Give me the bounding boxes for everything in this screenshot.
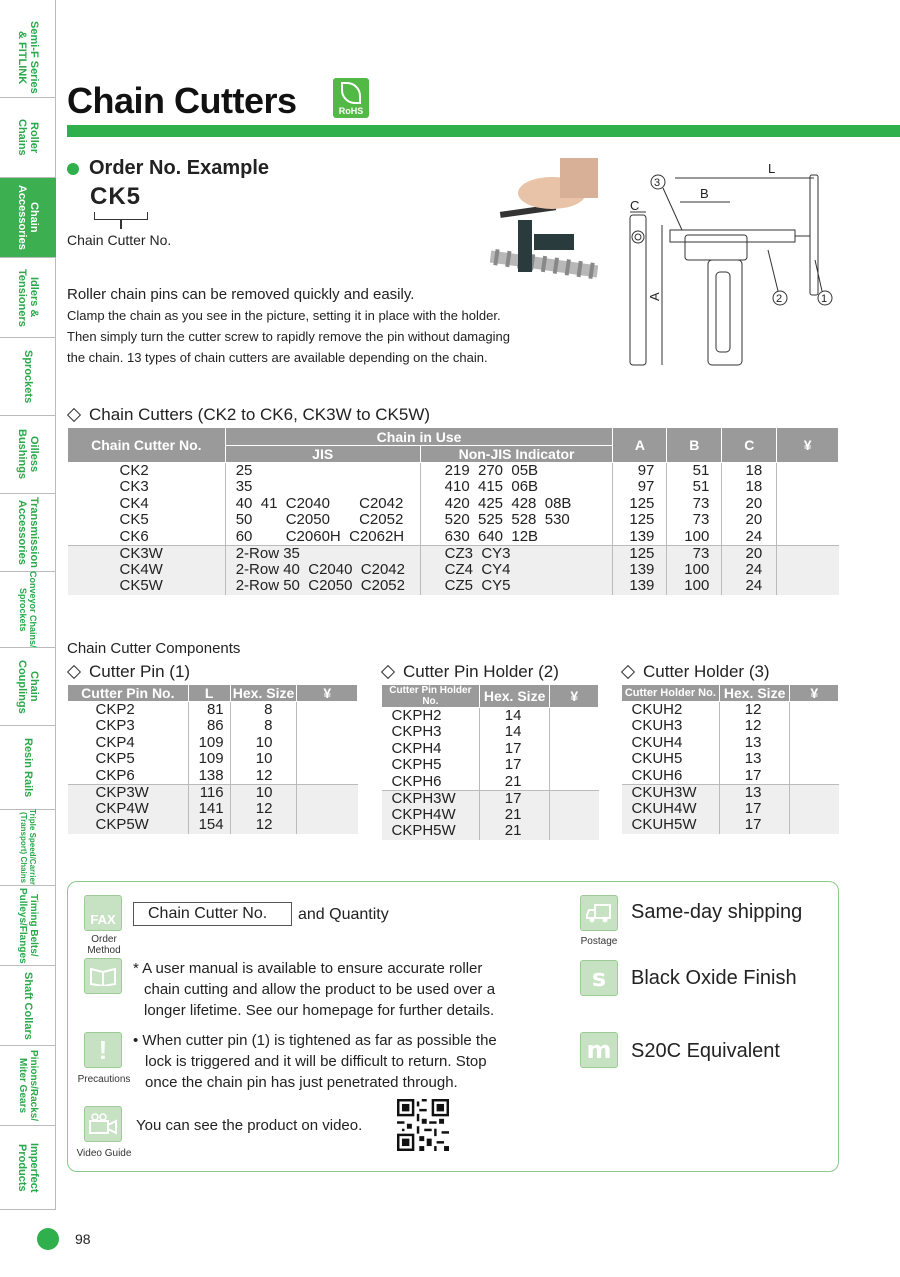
sidebar-item-resin-rails[interactable]: Resin Rails: [0, 726, 56, 810]
svg-text:2: 2: [776, 293, 783, 305]
table-row: CKPH5 17: [382, 757, 599, 774]
manual-note: * A user manual is available to ensure accurate roller chain cutting and allow the product to be used over a longer lifetime. See our homepage for further details.: [133, 960, 496, 1019]
cutter-pin-table: Cutter Pin No. L Hex. Size ¥ CKP2 81 8 CKP3 86 8 CKP4 109 10 CKP5 109 10 CKP6 138 12 CKP3W 116 10 CKP4W 141 12 CKP5W 154 12: [67, 684, 358, 834]
table-row: CKP3 86 8: [68, 718, 358, 735]
finish-badge: s: [580, 960, 618, 996]
components-label: Chain Cutter Components: [67, 640, 241, 657]
product-photo: [490, 158, 598, 298]
finish-text: Black Oxide Finish: [631, 967, 797, 989]
table-row: CK4W 2-Row 40 C2040 C2042 CZ4 CY4 139 100 24: [68, 562, 839, 579]
table-row: CK3W 2-Row 35 CZ3 CY3 125 73 20: [68, 545, 839, 562]
diamond-icon: [67, 408, 81, 422]
table-row: CKP3W 116 10: [68, 784, 358, 801]
cutter-holder-table: Cutter Holder No. Hex. Size ¥ CKUH2 12 CKUH3 12 CKUH4 13 CKUH5 13 CKUH6 17 CKUH3W 13 CKUH4W 17 CKUH5W 17: [621, 684, 839, 834]
cutter-holder-title: Cutter Holder (3): [621, 662, 770, 682]
label-B: B: [700, 186, 709, 201]
table-row: CKUH2 12: [622, 702, 839, 719]
table-row: CKUH4 13: [622, 735, 839, 752]
page-number-dot: [37, 1228, 59, 1250]
precautions-note: • When cutter pin (1) is tightened as far as possible the lock is triggered and it will be difficult to return. Stop once the chain pin has just penetrated through.: [133, 1032, 497, 1091]
table-row: CKP4W 141 12: [68, 801, 358, 818]
table-row: CK5W 2-Row 50 C2050 C2052 CZ5 CY5 139 100 24: [68, 578, 839, 595]
truck-icon: [580, 895, 618, 931]
order-example-heading: Order No. Example: [67, 157, 269, 180]
table-row: CKPH5W 21: [382, 823, 599, 840]
table-row: CK2 25 219 270 05B 97 51 18: [68, 463, 839, 480]
sidebar-nav: [0, 0, 56, 1210]
sidebar-item-conveyor[interactable]: Conveyor Chains/ Sprockets: [0, 572, 56, 648]
precautions-caption: Precautions: [77, 1074, 131, 1085]
order-example-code: CK5: [90, 183, 142, 210]
col-b: B: [667, 428, 722, 463]
exclamation-icon: !: [84, 1032, 122, 1068]
sidebar-item-roller-chains[interactable]: Roller Chains: [0, 98, 56, 178]
video-caption: Video Guide: [76, 1148, 132, 1159]
table-row: CKPH3W 17: [382, 790, 599, 807]
table-row: CK4 40 41 C2040 C2042 420 425 428 08B 125 73 20: [68, 496, 839, 513]
header-divider: [67, 125, 900, 137]
table-row: CKUH5 13: [622, 751, 839, 768]
sidebar-item-shaft-collars[interactable]: Shaft Collars: [0, 966, 56, 1046]
page-title: Chain Cutters: [67, 80, 297, 121]
table-row: CK5 50 C2050 C2052 520 525 528 530 125 73 20: [68, 512, 839, 529]
product-description: Roller chain pins can be removed quickly and easily. Clamp the chain as you see in the picture, setting it in place with the holder. Then simply turn the cutter screw to rapidly remove the pin without damaging the chain. 13 types of chain cutters are available depending on the chain.: [67, 286, 510, 365]
table-row: CKUH3 12: [622, 718, 839, 735]
material-badge: m: [580, 1032, 618, 1068]
sidebar-item-sprockets[interactable]: Sprockets: [0, 338, 56, 416]
table-row: CKUH3W 13: [622, 784, 839, 801]
label-L: L: [768, 161, 776, 176]
table-row: CKP6 138 12: [68, 768, 358, 785]
cutter-pin-holder-table: Cutter Pin Holder No. Hex. Size ¥ CKPH2 14 CKPH3 14 CKPH4 17 CKPH5 17 CKPH6 21 CKPH3W 17 CKPH4W 21 CKPH5W 21: [381, 684, 599, 840]
col-chain-cutter-no: Chain Cutter No.: [68, 428, 226, 463]
page-number: 98: [75, 1231, 91, 1247]
sidebar-item-imperfect[interactable]: Imperfect Products: [0, 1126, 56, 1210]
sidebar-item-transmission[interactable]: Transmission Accessories: [0, 494, 56, 572]
bullet-dot: [67, 163, 79, 175]
order-box: Chain Cutter No.: [133, 902, 292, 926]
table-row: CKPH4 17: [382, 741, 599, 758]
sidebar-item-idlers[interactable]: Idlers & Tensioners: [0, 258, 56, 338]
svg-text:1: 1: [821, 293, 828, 305]
shipping-text: Same-day shipping: [631, 901, 803, 923]
sidebar-item-timing-belts[interactable]: Timing Belts/ Pulleys/Flanges: [0, 886, 56, 966]
fax-caption: Order Method: [87, 934, 121, 956]
sidebar-item-triple-speed[interactable]: Triple Speed/Carrier (Transport) Chains: [0, 810, 56, 886]
cutter-pin-holder-title: Cutter Pin Holder (2): [381, 662, 559, 682]
sidebar-item-oilless-bushings[interactable]: Oilless Bushings: [0, 416, 56, 494]
sidebar-item-chain-couplings[interactable]: Chain Couplings: [0, 648, 56, 726]
table-row: CKUH6 17: [622, 768, 839, 785]
rohs-badge: RoHS: [333, 78, 369, 118]
label-A: A: [647, 292, 662, 301]
table-row: CK6 60 C2060H C2062H 630 640 12B 139 100 24: [68, 529, 839, 546]
table-row: CKP4 109 10: [68, 735, 358, 752]
col-jis: JIS: [225, 446, 420, 463]
table-row: CK3 35 410 415 06B 97 51 18: [68, 479, 839, 496]
cutter-pin-title: Cutter Pin (1): [67, 662, 190, 682]
video-text: You can see the product on video.: [136, 1117, 363, 1134]
order-suffix: and Quantity: [298, 906, 389, 923]
col-a: A: [613, 428, 667, 463]
table-row: CKUH5W 17: [622, 817, 839, 834]
material-text: S20C Equivalent: [631, 1040, 780, 1062]
table-row: CKP5W 154 12: [68, 817, 358, 834]
col-nonjis: Non-JIS Indicator: [420, 446, 613, 463]
table-row: CKPH3 14: [382, 724, 599, 741]
brace-stem: [120, 219, 122, 229]
sidebar-item-semi-f[interactable]: Semi-F Series & FITLINK: [0, 18, 56, 98]
book-icon: [84, 958, 122, 994]
col-yen: ¥: [777, 428, 839, 463]
sidebar-item-chain-accessories[interactable]: Chain Accessories: [0, 178, 56, 258]
col-c: C: [722, 428, 777, 463]
chain-cutter-table: [67, 427, 839, 595]
table-row: CKP2 81 8: [68, 702, 358, 719]
table-row: CKUH4W 17: [622, 801, 839, 818]
dimension-drawing: [610, 160, 860, 375]
fax-icon: FAX: [84, 895, 122, 931]
leaf-icon: [341, 82, 361, 104]
svg-text:3: 3: [654, 177, 661, 189]
table-row: CKP5 109 10: [68, 751, 358, 768]
postage-caption: Postage: [580, 936, 618, 947]
table-row: CKPH4W 21: [382, 807, 599, 824]
col-chain-in-use: Chain in Use: [225, 428, 613, 446]
sidebar-item-pinions[interactable]: Pinions/Racks/ Miter Gears: [0, 1046, 56, 1126]
video-camera-icon: [84, 1106, 122, 1142]
main-table-title: Chain Cutters (CK2 to CK6, CK3W to CK5W): [67, 405, 430, 425]
label-C: C: [630, 198, 640, 213]
table-row: CKPH2 14: [382, 708, 599, 725]
order-example-label: Chain Cutter No.: [67, 232, 172, 248]
table-row: CKPH6 21: [382, 774, 599, 791]
qr-code[interactable]: [397, 1099, 449, 1151]
